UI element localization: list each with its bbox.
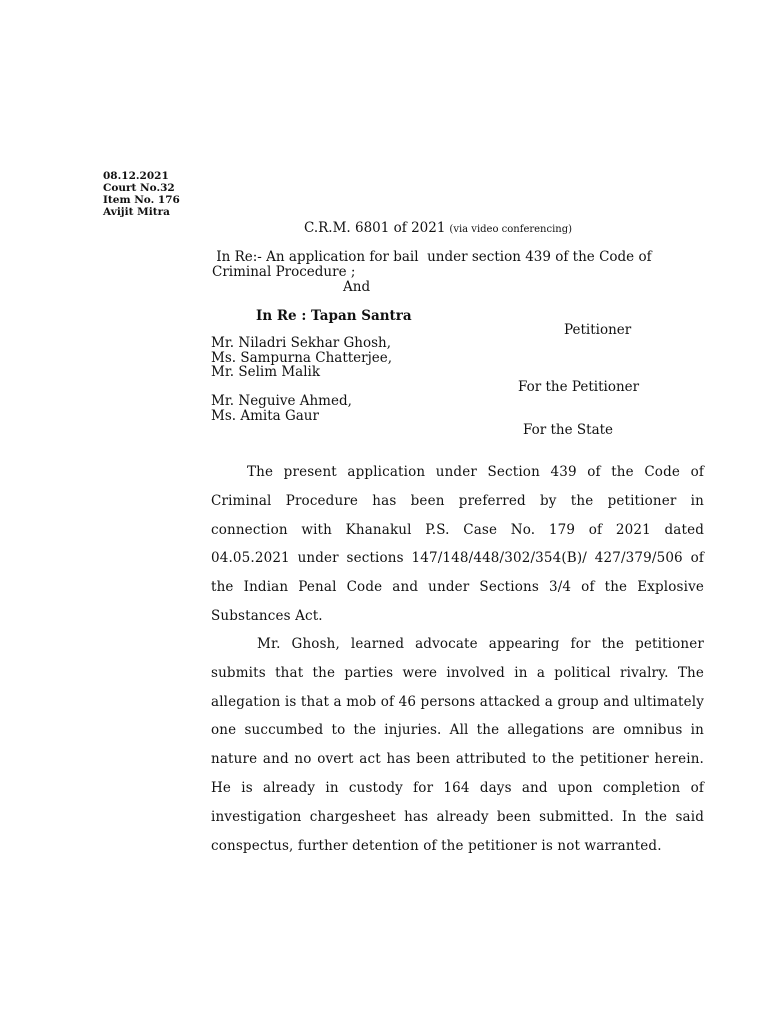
order-meta	[103, 170, 180, 218]
counsel-name: Ms. Amita Gaur	[211, 407, 319, 424]
and-connector: And	[343, 279, 371, 295]
counsel-name: Ms. Sampurna Chatterjee,	[211, 349, 393, 366]
for-petitioner-label: For the Petitioner	[518, 379, 640, 395]
court-number: Court No.32	[103, 182, 175, 194]
in-re-line-2: Criminal Procedure ;	[212, 263, 356, 280]
state-counsel-list	[211, 394, 352, 423]
body-paragraph-1: The present application under Section 439 of the Code of Criminal Procedure has been preferred by the petitioner in connection with Khanakul P.S. Case No. 179 of 2021 dated 04.05.2021 under sections 147/148/448/302/354(B)/ 427/379/506 of the Indian Penal Code and under Sections 3/4 of the Explosive Substances Act.	[211, 464, 704, 624]
clerk-name: Avijit Mitra	[103, 206, 170, 218]
item-number: Item No. 176	[103, 194, 180, 206]
petitioner-name: In Re : Tapan Santra	[256, 308, 412, 324]
in-re-application	[212, 250, 652, 279]
petitioner-label: Petitioner	[564, 322, 632, 338]
in-re-line-1: In Re:- An application for bail under section 439 of the Code of	[212, 249, 652, 265]
case-number: C.R.M. 6801 of 2021	[304, 220, 446, 236]
body-paragraph-2: Mr. Ghosh, learned advocate appearing for the petitioner submits that the parties were involved in a political rivalry. The allegation is that a mob of 46 persons attacked a group and ultimately one succumbed to the injuries. All the allegations are omnibus in nature and no overt act has been attributed to the petitioner herein. He is already in custody for 164 days and upon completion of investigation chargesheet has already been submitted. In the said conspectus, further detention of the petitioner is not warranted.	[211, 636, 704, 854]
petitioner-counsel-list	[211, 336, 392, 380]
counsel-name: Mr. Selim Malik	[211, 364, 321, 380]
for-state-label: For the State	[523, 422, 614, 438]
hearing-mode: (via video conferencing)	[449, 224, 573, 235]
counsel-name: Mr. Neguive Ahmed,	[211, 393, 352, 409]
counsel-name: Mr. Niladri Sekhar Ghosh,	[211, 335, 392, 351]
case-title	[304, 220, 572, 236]
order-date: 08.12.2021	[103, 170, 169, 182]
